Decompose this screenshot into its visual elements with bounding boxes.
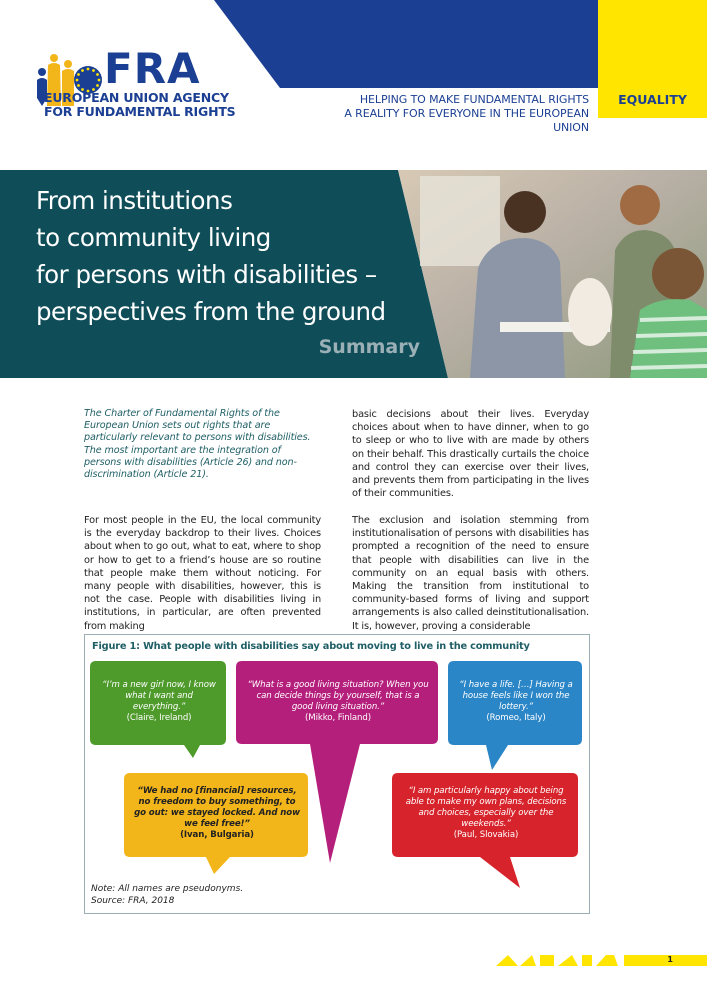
section-label: EQUALITY: [618, 92, 687, 107]
bubble-text-green: [98, 680, 220, 724]
figure-source: Source: FRA, 2018: [91, 896, 175, 906]
bubble-text-magenta: [246, 680, 430, 724]
tagline-line1: HELPING TO MAKE FUNDAMENTAL RIGHTS: [359, 93, 589, 106]
fra-logo-text: FRA: [104, 44, 201, 93]
intro-paragraph: The Charter of Fundamental Rights of the European Union sets out rights that are particularly relevant to persons with disabilities. The most important are the integration of persons with disabilities (Article 26) and non-discrimination (Article 21).: [84, 408, 311, 481]
bubble-quote: “What is a good living situation? When you can decide things by yourself, that is a good living situation.”: [247, 680, 429, 712]
bubble-quote: “I’m a new girl now, I know what I want and everything.”: [102, 680, 216, 712]
bubble-text-blue: [456, 680, 576, 724]
bubble-author: (Romeo, Italy): [486, 713, 546, 723]
bubble-quote: “We had no [financial] resources, no freedom to buy something, to go out: we stayed locked. And now we feel free!”: [134, 786, 300, 829]
title-line-4: perspectives from the ground: [36, 297, 386, 326]
body-paragraph-1: For most people in the EU, the local community is the everyday backdrop to their lives. Choices about when to go out, what to eat, where to shop or how to get to a friend’s house are so routine that people make them without noticing. For many people with disabilities, however, this is not the case. People with disabilities living in institutions, in particular, are often prevented from making: [84, 515, 321, 632]
document-subtitle: Summary: [318, 336, 420, 358]
title-line-1: From institutions: [36, 186, 233, 215]
bubble-text-yellow: [132, 786, 302, 841]
bubble-author: (Paul, Slovakia): [453, 830, 519, 840]
bubble-author: (Mikko, Finland): [305, 713, 371, 723]
bubble-author: (Claire, Ireland): [126, 713, 192, 723]
title-line-2: to community living: [36, 223, 271, 252]
tagline-line2: A REALITY FOR EVERYONE IN THE EUROPEAN UNION: [344, 107, 589, 134]
agency-name-line1: EUROPEAN UNION AGENCY: [44, 90, 229, 105]
bubble-author: (Ivan, Bulgaria): [180, 830, 254, 840]
agency-name-line2: FOR FUNDAMENTAL RIGHTS: [44, 104, 236, 119]
title-line-3: for persons with disabilities –: [36, 260, 377, 289]
figure-note: Note: All names are pseudonyms.: [91, 884, 244, 894]
bubble-quote: “I have a life. […] Having a house feels like I won the lottery.”: [459, 680, 573, 712]
bubble-text-red: [402, 786, 570, 841]
body-paragraph-2: basic decisions about their lives. Everyday choices about when to have dinner, when to go to sleep or who to live with are made by others on their behalf. This drastically curtails the choice and control they can exercise over their lives, and prevents them from participating in the lives of their communities.: [352, 409, 589, 500]
page-number: 1: [667, 955, 673, 964]
body-paragraph-3: The exclusion and isolation stemming from institutionalisation of persons with disabilities has prompted a recognition of the need to ensure that people with disabilities can live in the community on an equal basis with others. Making the transition from institutional to community-based forms of living and support arrangements is also called deinstitutionalisation. It is, however, proving a considerable: [352, 515, 589, 632]
bubble-quote: “I am particularly happy about being able to make my own plans, decisions and choices, especially over the weekends.”: [405, 786, 567, 829]
figure-title: Figure 1: What people with disabilities say about moving to live in the community: [92, 641, 530, 652]
figure-notes: [91, 883, 243, 907]
